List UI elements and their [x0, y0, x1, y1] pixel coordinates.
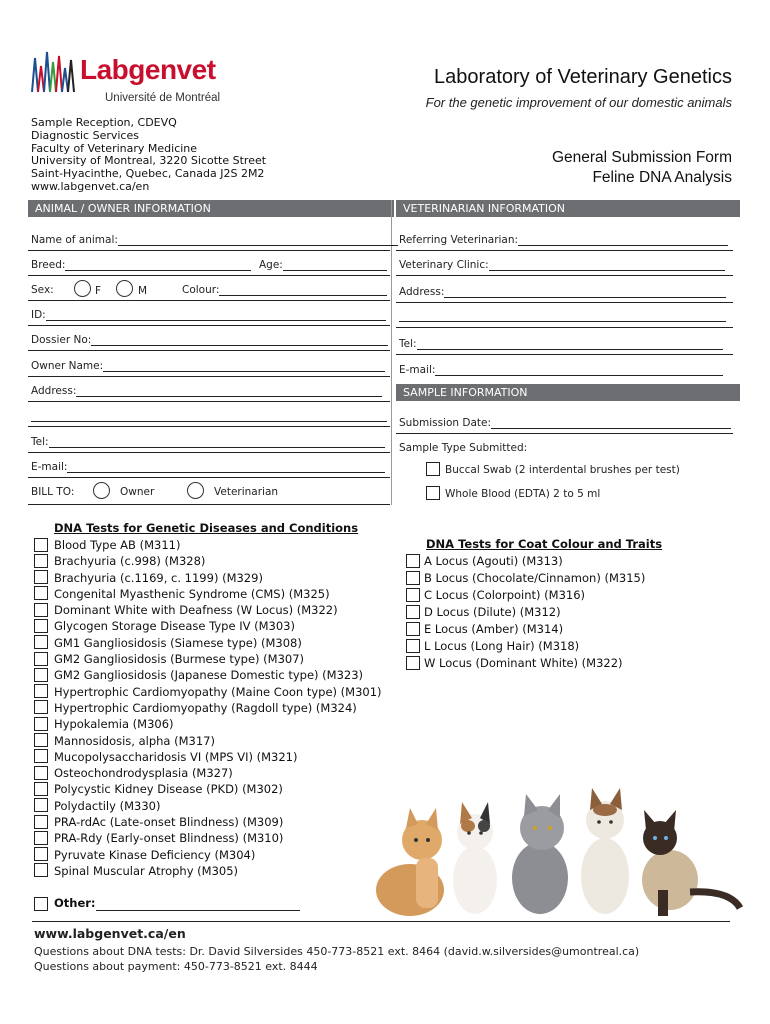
- vet-address-label: Address:: [399, 286, 445, 298]
- test-label: Blood Type AB (M311): [54, 538, 181, 552]
- test-checkbox[interactable]: [34, 798, 48, 812]
- dna-peaks-icon: [30, 48, 82, 94]
- owner-name-field[interactable]: [31, 360, 385, 372]
- row-divider: [396, 327, 733, 328]
- breed-field[interactable]: [31, 259, 251, 271]
- test-label: D Locus (Dilute) (M312): [424, 605, 561, 619]
- list-item[interactable]: [406, 604, 645, 621]
- list-item[interactable]: [406, 553, 645, 570]
- row-divider: [28, 275, 390, 276]
- age-label: Age:: [259, 259, 283, 271]
- ginger-cat-icon: [376, 808, 444, 916]
- list-item[interactable]: [34, 863, 382, 879]
- bill-owner-radio[interactable]: [93, 482, 110, 499]
- list-item[interactable]: [34, 537, 382, 553]
- list-item[interactable]: [406, 621, 645, 638]
- vet-email-label: E-mail:: [399, 364, 436, 376]
- test-checkbox[interactable]: [34, 766, 48, 780]
- test-checkbox[interactable]: [406, 588, 420, 602]
- test-checkbox[interactable]: [34, 668, 48, 682]
- row-divider: [28, 477, 390, 478]
- cats-photo: [360, 780, 750, 920]
- dossier-field[interactable]: [31, 334, 388, 346]
- labgenvet-logo: [30, 48, 250, 108]
- logo-university: Université de Montréal: [105, 92, 221, 104]
- test-label: PRA-rdAc (Late-onset Blindness) (M309): [54, 815, 284, 830]
- address-line: Sample Reception, CDEVQ: [31, 116, 177, 129]
- test-checkbox[interactable]: [34, 863, 48, 877]
- sex-female-label: F: [95, 285, 102, 297]
- address-line: Diagnostic Services: [31, 128, 139, 142]
- owner-address-field[interactable]: [31, 385, 382, 397]
- name-of-animal-field[interactable]: [31, 234, 398, 246]
- list-item[interactable]: [406, 570, 645, 587]
- address-line: University of Montreal, 3220 Sicotte Street: [31, 154, 267, 168]
- vet-email-field[interactable]: [399, 364, 723, 376]
- row-divider: [396, 302, 733, 303]
- owner-address-input[interactable]: [76, 386, 382, 397]
- list-item[interactable]: [34, 749, 382, 765]
- test-label: Pyruvate Kinase Deficiency (M304): [54, 847, 256, 862]
- test-checkbox[interactable]: [34, 570, 48, 584]
- test-label: W Locus (Dominant White) (M322): [424, 656, 623, 670]
- test-checkbox[interactable]: [34, 619, 48, 633]
- test-checkbox[interactable]: [34, 782, 48, 796]
- animal-owner-section-bar: ANIMAL / OWNER INFORMATION: [28, 200, 394, 217]
- disease-tests-title: DNA Tests for Genetic Diseases and Conditions: [54, 521, 359, 535]
- address-line: Faculty of Veterinary Medicine: [31, 141, 198, 155]
- other-test-field[interactable]: [34, 896, 300, 911]
- lab-subtitle: For the genetic improvement of our domestic animals: [425, 95, 732, 110]
- form-title-line2: Feline DNA Analysis: [592, 169, 732, 186]
- row-divider: [28, 426, 390, 427]
- test-label: GM2 Gangliosidosis (Burmese type) (M307): [54, 652, 305, 667]
- test-label: A Locus (Agouti) (M313): [424, 554, 563, 568]
- test-label: Mucopolysaccharidosis VI (MPS VI) (M321): [54, 749, 298, 764]
- sex-label: Sex:: [31, 284, 54, 296]
- test-label: Dominant White with Deafness (W Locus) (M322): [54, 603, 338, 618]
- owner-name-input[interactable]: [103, 361, 385, 372]
- dossier-label: Dossier No:: [31, 334, 92, 346]
- address-line: www.labgenvet.ca/en: [31, 179, 150, 193]
- list-item[interactable]: [34, 618, 382, 634]
- vet-tel-field[interactable]: [399, 338, 723, 350]
- test-checkbox[interactable]: [406, 656, 420, 670]
- list-item[interactable]: [34, 814, 382, 830]
- lab-title: Laboratory of Veterinary Genetics: [434, 66, 732, 88]
- coat-tests-list: [406, 553, 645, 672]
- logo-brand: Labgenvet: [80, 54, 216, 85]
- test-label: L Locus (Long Hair) (M318): [424, 639, 580, 653]
- test-checkbox[interactable]: [34, 733, 48, 747]
- other-test-checkbox[interactable]: [34, 897, 48, 911]
- bill-vet-label: Veterinarian: [214, 486, 279, 498]
- submission-date-label: Submission Date:: [399, 417, 492, 429]
- test-checkbox[interactable]: [34, 538, 48, 552]
- bill-vet-radio[interactable]: [187, 482, 204, 499]
- list-item[interactable]: [406, 587, 645, 604]
- test-checkbox[interactable]: [34, 554, 48, 568]
- colour-input[interactable]: [219, 285, 387, 296]
- coat-tests-heading: [426, 537, 662, 551]
- footer-dna-questions: Questions about DNA tests: Dr. David Silversides 450-773-8521 ext. 8464 (david.w.silversides@umontreal.ca): [34, 945, 640, 958]
- test-checkbox[interactable]: [34, 717, 48, 731]
- coat-tests-title: DNA Tests for Coat Colour and Traits: [426, 537, 663, 551]
- list-item[interactable]: [34, 765, 382, 781]
- list-item[interactable]: [34, 798, 382, 814]
- vet-email-input[interactable]: [435, 365, 723, 376]
- id-field[interactable]: [31, 309, 386, 321]
- buccal-swab-label: Buccal Swab (2 interdental brushes per test): [445, 464, 680, 476]
- veterinarian-section-bar: VETERINARIAN INFORMATION: [396, 200, 740, 217]
- vet-clinic-label: Veterinary Clinic:: [399, 259, 489, 271]
- list-item[interactable]: [34, 781, 382, 797]
- test-checkbox[interactable]: [34, 700, 48, 714]
- test-checkbox[interactable]: [406, 639, 420, 653]
- test-checkbox[interactable]: [406, 622, 420, 636]
- form-title: [552, 148, 732, 188]
- row-divider: [396, 433, 733, 434]
- address-line: Saint-Hyacinthe, Quebec, Canada J2S 2M2: [31, 167, 265, 181]
- test-checkbox[interactable]: [34, 749, 48, 763]
- other-test-label: Other:: [54, 896, 96, 910]
- test-label: Polycystic Kidney Disease (PKD) (M302): [54, 782, 283, 797]
- vet-address-line2[interactable]: [399, 321, 726, 322]
- list-item[interactable]: [34, 635, 382, 651]
- id-label: ID:: [31, 309, 46, 321]
- disease-tests-heading: [54, 521, 358, 535]
- colour-field[interactable]: [182, 284, 387, 296]
- submission-date-input[interactable]: [491, 418, 731, 429]
- buccal-swab-checkbox[interactable]: [426, 462, 440, 476]
- test-checkbox[interactable]: [34, 815, 48, 829]
- owner-email-label: E-mail:: [31, 461, 68, 473]
- row-divider: [28, 504, 390, 505]
- test-checkbox[interactable]: [406, 605, 420, 619]
- age-input[interactable]: [283, 260, 387, 271]
- dossier-input[interactable]: [91, 335, 388, 346]
- disease-tests-list: [34, 537, 382, 879]
- test-checkbox[interactable]: [34, 847, 48, 861]
- list-item[interactable]: [34, 847, 382, 863]
- bill-owner-label: Owner: [120, 486, 155, 498]
- calico-cat-icon: [453, 802, 497, 914]
- row-divider: [396, 250, 733, 251]
- test-checkbox[interactable]: [406, 571, 420, 585]
- test-checkbox[interactable]: [34, 586, 48, 600]
- test-label: Brachyuria (c.1169, c. 1199) (M329): [54, 570, 263, 585]
- form-title-line1: General Submission Form: [551, 149, 732, 166]
- reception-address: [31, 117, 266, 194]
- owner-tel-field[interactable]: [31, 436, 385, 448]
- list-item[interactable]: [34, 700, 382, 716]
- row-divider: [396, 275, 733, 276]
- list-item[interactable]: [406, 655, 645, 672]
- test-label: Spinal Muscular Atrophy (M305): [54, 863, 238, 878]
- vet-address-field[interactable]: [399, 286, 726, 298]
- breed-input[interactable]: [65, 260, 251, 271]
- referring-vet-input[interactable]: [518, 235, 728, 246]
- whole-blood-checkbox[interactable]: [426, 486, 440, 500]
- list-item[interactable]: [34, 716, 382, 732]
- owner-tel-label: Tel:: [31, 436, 49, 448]
- test-label: C Locus (Colorpoint) (M316): [424, 588, 586, 602]
- test-label: Glycogen Storage Disease Type IV (M303): [54, 619, 295, 634]
- test-label: Hypertrophic Cardiomyopathy (Maine Coon type) (M301): [54, 684, 382, 699]
- list-item[interactable]: [34, 602, 382, 618]
- test-label: Mannosidosis, alpha (M317): [54, 733, 215, 748]
- row-divider: [28, 250, 390, 251]
- list-item[interactable]: [34, 570, 382, 586]
- row-divider: [28, 350, 390, 351]
- row-divider: [28, 325, 390, 326]
- name-of-animal-input[interactable]: [118, 235, 398, 246]
- list-item[interactable]: [34, 651, 382, 667]
- test-label: B Locus (Chocolate/Cinnamon) (M315): [424, 571, 646, 585]
- test-label: Polydactily (M330): [54, 798, 161, 813]
- owner-name-label: Owner Name:: [31, 360, 104, 372]
- referring-vet-field[interactable]: [399, 234, 728, 246]
- list-item[interactable]: [34, 667, 382, 683]
- sex-female-radio[interactable]: [74, 280, 91, 297]
- test-label: Hypertrophic Cardiomyopathy (Ragdoll type) (M324): [54, 700, 357, 715]
- row-divider: [28, 452, 390, 453]
- test-label: Brachyuria (c.998) (M328): [54, 554, 206, 569]
- row-divider: [396, 354, 733, 355]
- whole-blood-label: Whole Blood (EDTA) 2 to 5 ml: [445, 488, 601, 500]
- colour-label: Colour:: [182, 284, 220, 296]
- owner-tel-input[interactable]: [49, 437, 385, 448]
- name-of-animal-label: Name of animal:: [31, 234, 118, 246]
- vet-clinic-input[interactable]: [489, 260, 725, 271]
- test-label: Hypokalemia (M306): [54, 717, 174, 732]
- vet-tel-label: Tel:: [399, 338, 417, 350]
- vet-tel-input[interactable]: [417, 339, 723, 350]
- white-cat-icon: [581, 788, 629, 914]
- vet-address-input[interactable]: [444, 287, 726, 298]
- footer-url[interactable]: www.labgenvet.ca/en: [34, 926, 186, 941]
- breed-label: Breed:: [31, 259, 66, 271]
- submission-date-field[interactable]: [399, 417, 731, 429]
- test-checkbox[interactable]: [34, 635, 48, 649]
- sample-type-label: Sample Type Submitted:: [399, 442, 528, 454]
- list-item[interactable]: [34, 733, 382, 749]
- sample-section-bar: SAMPLE INFORMATION: [396, 384, 740, 401]
- list-item[interactable]: [34, 553, 382, 569]
- grey-cat-icon: [512, 794, 568, 914]
- list-item[interactable]: [34, 684, 382, 700]
- owner-address-line2[interactable]: [31, 421, 387, 422]
- test-label: E Locus (Amber) (M314): [424, 622, 564, 636]
- vet-clinic-field[interactable]: [399, 259, 725, 271]
- test-label: GM2 Gangliosidosis (Japanese Domestic type) (M323): [54, 668, 364, 683]
- bill-to-label: BILL TO:: [31, 486, 75, 498]
- test-checkbox[interactable]: [34, 603, 48, 617]
- list-item[interactable]: [34, 830, 382, 846]
- test-label: PRA-Rdy (Early-onset Blindness) (M310): [54, 831, 284, 846]
- test-checkbox[interactable]: [406, 554, 420, 568]
- row-divider: [28, 401, 390, 402]
- test-label: Osteochondrodysplasia (M327): [54, 766, 233, 781]
- test-label: GM1 Gangliosidosis (Siamese type) (M308): [54, 635, 302, 650]
- siamese-cat-icon: [642, 810, 740, 916]
- list-item[interactable]: [406, 638, 645, 655]
- sex-male-label: M: [138, 285, 148, 297]
- test-label: Congenital Myasthenic Syndrome (CMS) (M325): [54, 586, 330, 601]
- footer-divider: [32, 921, 730, 922]
- sex-male-radio[interactable]: [116, 280, 133, 297]
- owner-email-input[interactable]: [67, 462, 385, 473]
- owner-email-field[interactable]: [31, 461, 385, 473]
- test-checkbox[interactable]: [34, 831, 48, 845]
- row-divider: [28, 376, 390, 377]
- row-divider: [28, 300, 390, 301]
- list-item[interactable]: [34, 586, 382, 602]
- test-checkbox[interactable]: [34, 684, 48, 698]
- age-field[interactable]: [259, 259, 387, 271]
- test-checkbox[interactable]: [34, 652, 48, 666]
- id-input[interactable]: [46, 310, 386, 321]
- referring-vet-label: Referring Veterinarian:: [399, 234, 519, 246]
- footer-payment-questions: Questions about payment: 450-773-8521 ext. 8444: [34, 960, 318, 973]
- owner-address-label: Address:: [31, 385, 77, 397]
- other-test-input[interactable]: [96, 898, 300, 911]
